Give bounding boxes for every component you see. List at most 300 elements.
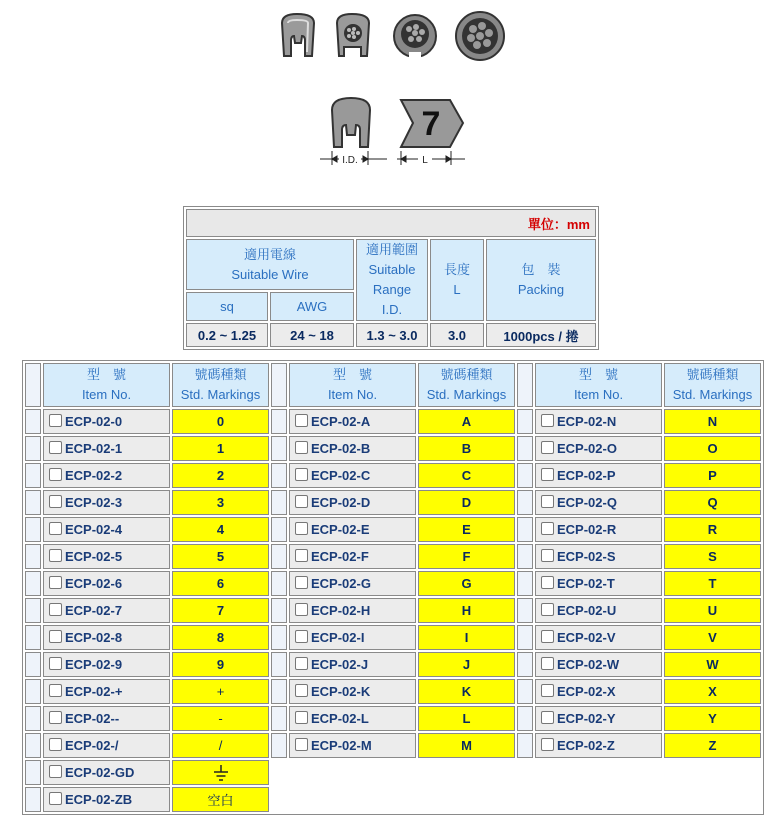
item-no-zh: 型 號	[86, 367, 126, 382]
marking-value: J	[462, 657, 471, 672]
item-checkbox[interactable]	[541, 630, 554, 643]
item-number: ECP-02-GD	[65, 765, 135, 780]
item-checkbox[interactable]	[49, 441, 62, 454]
suitable-wire-header	[186, 239, 354, 290]
item-number: ECP-02-3	[65, 495, 123, 510]
item-number: ECP-02-V	[557, 630, 616, 645]
item-cell[interactable]	[43, 571, 170, 596]
item-no-zh: 型 號	[332, 367, 372, 382]
marking-value: 8	[216, 630, 225, 645]
item-checkbox[interactable]	[295, 468, 308, 481]
product-images	[270, 5, 510, 65]
marking-value: 空白	[207, 793, 234, 808]
marking-value: I	[464, 630, 469, 645]
row-spacer	[25, 652, 41, 677]
table-row	[25, 463, 761, 488]
packing-value: 1000pcs / 捲	[486, 323, 596, 347]
item-number: ECP-02-N	[557, 414, 617, 429]
marking-value: T	[708, 576, 717, 591]
packing-header	[486, 239, 596, 321]
marking-cell	[172, 517, 269, 542]
item-cell[interactable]	[535, 598, 662, 623]
item-number: ECP-02-M	[311, 738, 372, 753]
marking-cell	[664, 463, 761, 488]
item-number: ECP-02--	[65, 711, 120, 726]
markings-zh: 號碼種類	[440, 367, 493, 382]
item-cell[interactable]	[43, 679, 170, 704]
item-cell[interactable]	[289, 679, 416, 704]
marking-value: 2	[216, 468, 225, 483]
item-number: ECP-02-E	[311, 522, 370, 537]
item-cell[interactable]	[289, 463, 416, 488]
markings-header	[418, 363, 515, 407]
item-cell[interactable]	[43, 733, 170, 758]
item-number: ECP-02-ZB	[65, 792, 133, 807]
length-en: L	[453, 282, 461, 297]
marking-cell	[172, 733, 269, 758]
item-number: ECP-02-F	[311, 549, 369, 564]
item-number: ECP-02-L	[311, 711, 369, 726]
table-row	[25, 652, 761, 677]
marking-value: 7	[216, 603, 225, 618]
item-number: ECP-02-P	[557, 468, 616, 483]
spec-table	[183, 206, 599, 350]
table-row	[25, 436, 761, 461]
row-spacer	[271, 436, 287, 461]
marking-cell	[418, 409, 515, 434]
ground-symbol-icon	[213, 764, 229, 782]
row-spacer	[517, 679, 533, 704]
marking-cell	[418, 517, 515, 542]
item-checkbox[interactable]	[541, 468, 554, 481]
item-cell[interactable]	[535, 436, 662, 461]
row-spacer	[25, 463, 41, 488]
item-checkbox[interactable]	[49, 414, 62, 427]
row-spacer	[271, 517, 287, 542]
item-cell[interactable]	[535, 733, 662, 758]
row-spacer	[25, 517, 41, 542]
item-cell[interactable]	[289, 517, 416, 542]
item-checkbox[interactable]	[541, 711, 554, 724]
item-number: ECP-02-9	[65, 657, 123, 672]
marking-value: C	[461, 468, 472, 483]
table-row	[25, 544, 761, 569]
marking-value: E	[462, 522, 471, 537]
item-number: ECP-02-B	[311, 441, 371, 456]
marking-cell	[172, 706, 269, 731]
item-no-en: Item No.	[81, 387, 132, 402]
row-spacer	[271, 409, 287, 434]
item-checkbox[interactable]	[49, 576, 62, 589]
id-label: I.D.	[342, 155, 358, 166]
item-number: ECP-02-+	[65, 684, 123, 699]
row-spacer	[25, 490, 41, 515]
marking-cell	[664, 490, 761, 515]
range-en3: I.D.	[381, 302, 403, 317]
suitable-wire-en: Suitable Wire	[231, 266, 309, 282]
marking-cell	[418, 733, 515, 758]
marking-cell	[172, 652, 269, 677]
marking-value: O	[707, 441, 718, 456]
item-checkbox[interactable]	[541, 414, 554, 427]
marking-value: M	[461, 738, 472, 753]
item-number: ECP-02-7	[65, 603, 123, 618]
item-cell[interactable]	[535, 490, 662, 515]
item-no-header	[535, 363, 662, 407]
range-header	[356, 239, 428, 321]
empty-cell	[271, 787, 515, 812]
item-checkbox[interactable]	[541, 657, 554, 670]
item-cell[interactable]	[43, 544, 170, 569]
item-cell[interactable]	[289, 436, 416, 461]
item-cell[interactable]	[289, 544, 416, 569]
table-row	[25, 490, 761, 515]
item-no-header	[289, 363, 416, 407]
marking-cell	[664, 517, 761, 542]
marking-value: F	[462, 549, 471, 564]
marking-cell	[664, 598, 761, 623]
packing-zh: 包 裝	[521, 262, 561, 277]
length-zh: 長度	[443, 262, 470, 277]
item-cell[interactable]	[43, 517, 170, 542]
marking-value: 6	[216, 576, 225, 591]
marking-value: B	[461, 441, 472, 456]
row-spacer	[517, 436, 533, 461]
marking-value: W	[706, 657, 719, 672]
row-spacer	[25, 544, 41, 569]
item-number: ECP-02-/	[65, 738, 119, 753]
item-number: ECP-02-H	[311, 603, 371, 618]
length-value: 3.0	[430, 323, 484, 347]
item-checkbox[interactable]	[295, 549, 308, 562]
row-spacer	[25, 625, 41, 650]
item-number: ECP-02-W	[557, 657, 620, 672]
item-cell[interactable]	[289, 706, 416, 731]
marking-value: 4	[216, 522, 225, 537]
row-spacer	[271, 571, 287, 596]
clip-small-wires-icon	[337, 14, 369, 56]
marking-cell	[664, 679, 761, 704]
table-row	[25, 679, 761, 704]
marking-value: A	[461, 414, 472, 429]
row-spacer	[25, 733, 41, 758]
range-zh: 適用範圍	[365, 242, 418, 257]
item-checkbox[interactable]	[541, 738, 554, 751]
marking-value: 9	[216, 657, 225, 672]
row-spacer	[517, 571, 533, 596]
marking-value: N	[707, 414, 718, 429]
item-checkbox[interactable]	[541, 603, 554, 616]
marking-value: 3	[216, 495, 225, 510]
row-spacer	[271, 463, 287, 488]
row-spacer	[271, 625, 287, 650]
item-number: ECP-02-1	[65, 441, 123, 456]
marking-value: Z	[708, 738, 717, 753]
row-spacer	[25, 679, 41, 704]
row-spacer	[25, 760, 41, 785]
item-cell[interactable]	[289, 571, 416, 596]
markings-en: Std. Markings	[426, 387, 507, 402]
item-checkbox[interactable]	[541, 441, 554, 454]
item-checkbox[interactable]	[295, 603, 308, 616]
range-en2: Range	[372, 282, 412, 297]
item-number: ECP-02-U	[557, 603, 617, 618]
marking-cell	[664, 733, 761, 758]
item-checkbox[interactable]	[49, 711, 62, 724]
item-number: ECP-02-Q	[557, 495, 617, 510]
empty-cell	[271, 760, 515, 785]
marking-cell	[418, 625, 515, 650]
marking-cell	[664, 436, 761, 461]
item-cell[interactable]	[43, 652, 170, 677]
item-checkbox[interactable]	[49, 522, 62, 535]
item-checkbox[interactable]	[541, 495, 554, 508]
marking-cell	[172, 436, 269, 461]
item-checkbox[interactable]	[295, 522, 308, 535]
marking-value: 5	[216, 549, 225, 564]
item-cell[interactable]	[535, 571, 662, 596]
row-spacer	[25, 436, 41, 461]
item-cell[interactable]	[43, 463, 170, 488]
item-number: ECP-02-6	[65, 576, 123, 591]
item-checkbox[interactable]	[295, 576, 308, 589]
row-spacer	[271, 679, 287, 704]
marking-value: +	[216, 684, 225, 699]
item-checkbox[interactable]	[295, 711, 308, 724]
marking-cell	[664, 571, 761, 596]
clip-large-wires-icon	[456, 12, 504, 60]
table-row	[25, 760, 761, 785]
sq-header: sq	[186, 292, 268, 321]
item-cell[interactable]	[289, 652, 416, 677]
marking-value: Q	[707, 495, 718, 510]
item-checkbox[interactable]	[49, 792, 62, 805]
item-cell[interactable]	[43, 409, 170, 434]
item-checkbox[interactable]	[541, 522, 554, 535]
row-spacer	[25, 409, 41, 434]
marking-cell	[172, 598, 269, 623]
item-checkbox[interactable]	[49, 738, 62, 751]
item-number: ECP-02-C	[311, 468, 371, 483]
marking-cell	[172, 490, 269, 515]
marking-cell	[664, 652, 761, 677]
item-no-en: Item No.	[327, 387, 378, 402]
marking-cell	[172, 463, 269, 488]
row-spacer	[517, 517, 533, 542]
item-number: ECP-02-5	[65, 549, 123, 564]
marking-cell	[664, 544, 761, 569]
item-checkbox[interactable]	[49, 468, 62, 481]
clip-open-icon	[282, 14, 314, 56]
item-checkbox[interactable]	[541, 684, 554, 697]
item-cell[interactable]	[43, 787, 170, 812]
markings-header	[172, 363, 269, 407]
diagram-number: 7	[421, 105, 441, 143]
item-number: ECP-02-I	[311, 630, 365, 645]
item-checkbox[interactable]	[295, 441, 308, 454]
row-spacer	[25, 706, 41, 731]
item-number: ECP-02-R	[557, 522, 617, 537]
marking-cell	[172, 544, 269, 569]
marking-value: D	[461, 495, 472, 510]
marking-cell	[664, 409, 761, 434]
item-number: ECP-02-A	[311, 414, 371, 429]
header-spacer	[271, 363, 287, 407]
marking-cell	[418, 652, 515, 677]
item-cell[interactable]	[289, 625, 416, 650]
range-value: 1.3 ~ 3.0	[356, 323, 428, 347]
table-row	[25, 517, 761, 542]
item-cell[interactable]	[43, 625, 170, 650]
marking-value: U	[707, 603, 718, 618]
marking-cell	[418, 544, 515, 569]
marking-value: -	[218, 711, 223, 726]
item-cell[interactable]	[43, 490, 170, 515]
table-row	[25, 625, 761, 650]
item-number: ECP-02-Z	[557, 738, 615, 753]
marking-cell	[418, 436, 515, 461]
item-cell[interactable]	[43, 706, 170, 731]
item-number: ECP-02-X	[557, 684, 616, 699]
dimension-diagram	[315, 95, 475, 170]
marking-value: L	[462, 711, 471, 726]
marking-value: S	[708, 549, 717, 564]
item-number: ECP-02-K	[311, 684, 371, 699]
marking-value: 0	[216, 414, 225, 429]
item-number: ECP-02-G	[311, 576, 371, 591]
marking-value: R	[707, 522, 718, 537]
item-no-zh: 型 號	[578, 367, 618, 382]
header-spacer	[25, 363, 41, 407]
row-spacer	[517, 463, 533, 488]
item-checkbox[interactable]	[49, 684, 62, 697]
row-spacer	[271, 490, 287, 515]
item-checkbox[interactable]	[295, 414, 308, 427]
item-number: ECP-02-4	[65, 522, 123, 537]
marking-value: X	[708, 684, 717, 699]
row-spacer	[271, 706, 287, 731]
row-spacer	[517, 409, 533, 434]
item-checkbox[interactable]	[49, 765, 62, 778]
item-number: ECP-02-0	[65, 414, 123, 429]
markings-header	[664, 363, 761, 407]
item-cell[interactable]	[43, 598, 170, 623]
marking-cell	[418, 571, 515, 596]
range-en1: Suitable	[368, 262, 416, 277]
item-cell[interactable]	[535, 463, 662, 488]
item-cell[interactable]	[535, 517, 662, 542]
marking-value: Y	[708, 711, 717, 726]
item-checkbox[interactable]	[541, 549, 554, 562]
marking-cell	[664, 625, 761, 650]
item-number: ECP-02-8	[65, 630, 123, 645]
row-spacer	[271, 544, 287, 569]
clip-side-view-icon	[332, 98, 370, 147]
marking-cell	[172, 679, 269, 704]
item-number: ECP-02-J	[311, 657, 369, 672]
item-number: ECP-02-D	[311, 495, 371, 510]
marking-value: V	[708, 630, 717, 645]
table-row	[25, 409, 761, 434]
item-checkbox[interactable]	[541, 576, 554, 589]
item-checkbox[interactable]	[295, 657, 308, 670]
item-table-header	[25, 363, 761, 407]
item-cell[interactable]	[289, 490, 416, 515]
table-row	[25, 733, 761, 758]
marking-cell	[418, 679, 515, 704]
item-checkbox[interactable]	[295, 738, 308, 751]
length-header	[430, 239, 484, 321]
item-cell[interactable]	[289, 409, 416, 434]
marking-cell	[172, 625, 269, 650]
item-cell[interactable]	[535, 706, 662, 731]
row-spacer	[25, 598, 41, 623]
row-spacer	[25, 571, 41, 596]
marking-cell	[418, 598, 515, 623]
item-checkbox[interactable]	[49, 630, 62, 643]
item-cell[interactable]	[535, 409, 662, 434]
sq-value: 0.2 ~ 1.25	[186, 323, 268, 347]
marking-value: /	[218, 738, 223, 753]
item-no-en: Item No.	[573, 387, 624, 402]
item-number: ECP-02-O	[557, 441, 617, 456]
clip-medium-wires-icon	[394, 15, 436, 58]
marking-cell	[418, 463, 515, 488]
markings-en: Std. Markings	[180, 387, 261, 402]
item-no-header	[43, 363, 170, 407]
marking-cell	[172, 787, 269, 812]
awg-header: AWG	[270, 292, 354, 321]
marking-cell	[172, 409, 269, 434]
marking-cell	[418, 706, 515, 731]
item-checkbox[interactable]	[295, 495, 308, 508]
item-checkbox[interactable]	[49, 549, 62, 562]
awg-value: 24 ~ 18	[270, 323, 354, 347]
table-row	[25, 571, 761, 596]
length-label: L	[422, 155, 428, 166]
item-cell[interactable]	[535, 544, 662, 569]
item-checkbox[interactable]	[295, 630, 308, 643]
marking-value: 1	[216, 441, 225, 456]
table-row	[25, 598, 761, 623]
item-checkbox[interactable]	[49, 495, 62, 508]
table-row	[25, 706, 761, 731]
item-cell[interactable]	[535, 652, 662, 677]
row-spacer	[25, 787, 41, 812]
row-spacer	[517, 490, 533, 515]
item-checkbox[interactable]	[49, 657, 62, 670]
item-checkbox[interactable]	[295, 684, 308, 697]
packing-en: Packing	[517, 282, 565, 297]
row-spacer	[517, 733, 533, 758]
item-number: ECP-02-2	[65, 468, 123, 483]
markings-zh: 號碼種類	[686, 367, 739, 382]
row-spacer	[271, 733, 287, 758]
row-spacer	[517, 625, 533, 650]
markings-zh: 號碼種類	[194, 367, 247, 382]
table-row	[25, 787, 761, 812]
item-number: ECP-02-S	[557, 549, 616, 564]
row-spacer	[517, 652, 533, 677]
item-cell[interactable]	[535, 679, 662, 704]
header-spacer	[517, 363, 533, 407]
item-checkbox[interactable]	[49, 603, 62, 616]
item-cell[interactable]	[535, 625, 662, 650]
item-cell[interactable]	[43, 436, 170, 461]
item-cell[interactable]	[289, 733, 416, 758]
item-cell[interactable]	[43, 760, 170, 785]
item-cell[interactable]	[289, 598, 416, 623]
